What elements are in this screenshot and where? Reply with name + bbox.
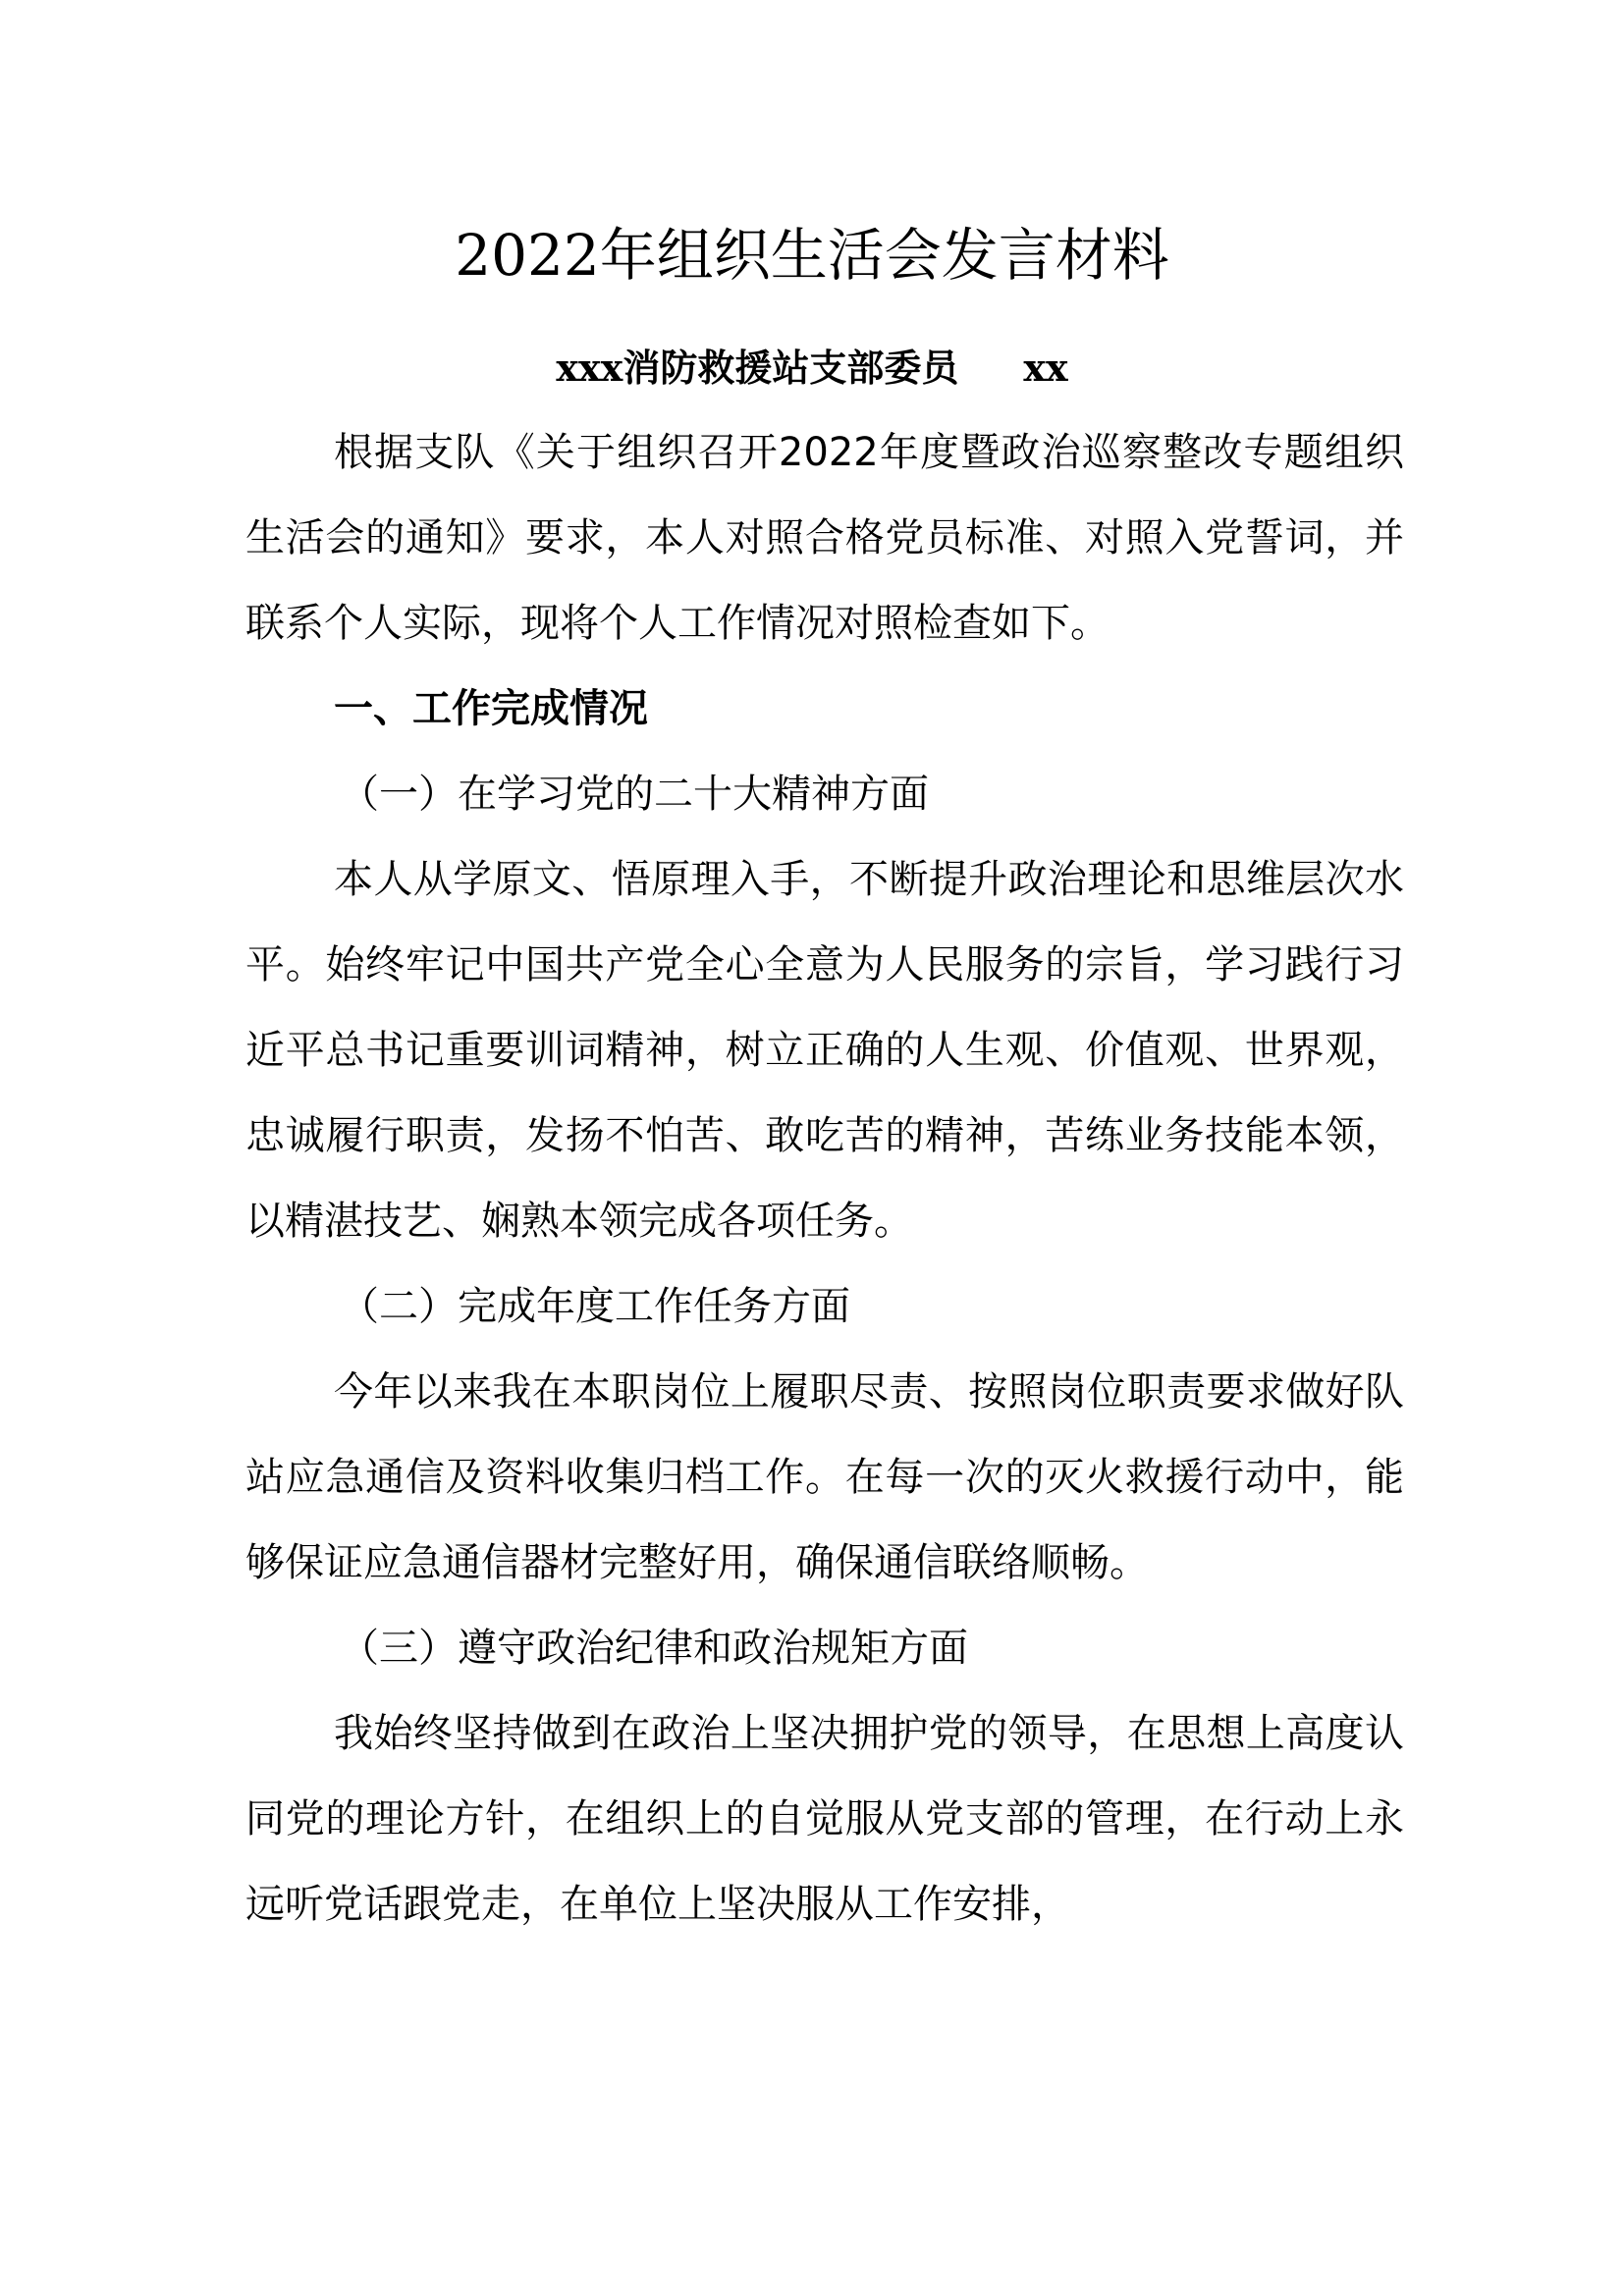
intro-paragraph: 根据支队《关于组织召开2022年度暨政治巡察整改专题组织生活会的通知》要求，本人对照合格党员标准、对照入党誓词，并联系个人实际，现将个人工作情况对照检查如下。 (245, 430, 1404, 646)
subsection-heading-discipline: （三）遵守政治纪律和政治规矩方面 (340, 1626, 968, 1671)
author-line (0, 334, 1624, 402)
section-heading-work-completion: 一、工作完成情况 (334, 686, 648, 731)
author-name: xx (1023, 346, 1068, 390)
subsection-heading-study: （一）在学习党的二十大精神方面 (340, 772, 929, 817)
subsection-paragraph-discipline: 我始终坚持做到在政治上坚决拥护党的领导，在思想上高度认同党的理论方针，在组织上的自觉服从党支部的管理，在行动上永远听党话跟党走，在单位上坚决服从工作安排， (245, 1711, 1404, 1927)
subsection-paragraph-study: 本人从学原文、悟原理入手，不断提升政治理论和思维层次水平。始终牢记中国共产党全心全意为人民服务的宗旨，学习践行习近平总书记重要训词精神，树立正确的人生观、价值观、世界观，忠诚履行职责，发扬不怕苦、敢吃苦的精神，苦练业务技能本领，以精湛技艺、娴熟本领完成各项任务。 (245, 857, 1404, 1244)
document-body (245, 410, 1404, 1948)
subsection-heading-annual-tasks: （二）完成年度工作任务方面 (340, 1284, 850, 1329)
subsection-paragraph-annual-tasks: 今年以来我在本职岗位上履职尽责、按照岗位职责要求做好队站应急通信及资料收集归档工作。在每一次的灭火救援行动中，能够保证应急通信器材完整好用，确保通信联络顺畅。 (245, 1369, 1404, 1585)
document-title: 2022年组织生活会发言材料 (455, 222, 1169, 289)
author-organization: xxx消防救援站支部委员 (556, 346, 959, 390)
